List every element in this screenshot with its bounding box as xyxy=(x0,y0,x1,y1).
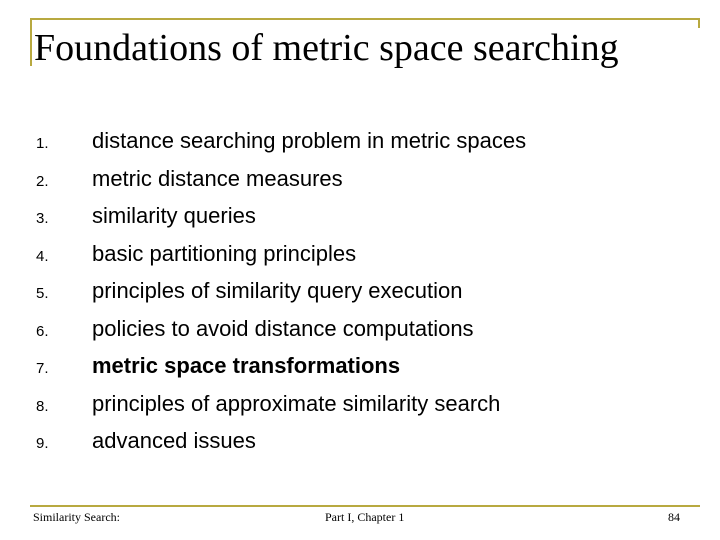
list-item-text: principles of similarity query execution xyxy=(92,278,463,303)
slide-title: Foundations of metric space searching xyxy=(34,27,619,69)
list-item-text: advanced issues xyxy=(92,428,256,453)
list-item-number: 2. xyxy=(36,172,49,190)
list-item xyxy=(36,128,686,166)
list-item-number: 5. xyxy=(36,285,49,302)
list-item-text: similarity queries xyxy=(92,203,256,228)
list-item xyxy=(36,316,686,354)
footer-divider xyxy=(30,505,700,507)
list-item-number: 9. xyxy=(36,435,49,452)
topic-list xyxy=(36,128,686,466)
list-item xyxy=(36,391,686,429)
list-item xyxy=(36,166,686,204)
list-item-text: principles of approximate similarity search xyxy=(92,390,501,416)
list-item xyxy=(36,278,686,316)
list-item xyxy=(36,203,686,241)
list-item-text: basic partitioning principles xyxy=(92,240,357,266)
list-item xyxy=(36,428,686,466)
title-frame-right-line xyxy=(698,18,700,28)
footer-course-title: Similarity Search: xyxy=(33,510,120,524)
list-item-current xyxy=(36,353,686,391)
title-frame-left-line xyxy=(30,18,32,66)
list-item-number: 8. xyxy=(36,397,49,415)
list-item-number: 6. xyxy=(36,322,49,340)
title-frame-top-line xyxy=(30,18,700,20)
footer-chapter: Part I, Chapter 1 xyxy=(325,510,405,524)
list-item-number: 7. xyxy=(36,360,49,377)
list-item-number: 1. xyxy=(36,135,49,152)
list-item-text-highlighted: metric space transformations xyxy=(92,353,401,378)
list-item-number: 3. xyxy=(36,210,49,227)
list-item-number: 4. xyxy=(36,247,49,265)
list-item-text: distance searching problem in metric spaces xyxy=(92,128,527,153)
footer-page-number: 84 xyxy=(668,510,680,524)
list-item-text: policies to avoid distance computations xyxy=(92,315,474,341)
list-item xyxy=(36,241,686,279)
list-item-text: metric distance measures xyxy=(92,165,343,191)
